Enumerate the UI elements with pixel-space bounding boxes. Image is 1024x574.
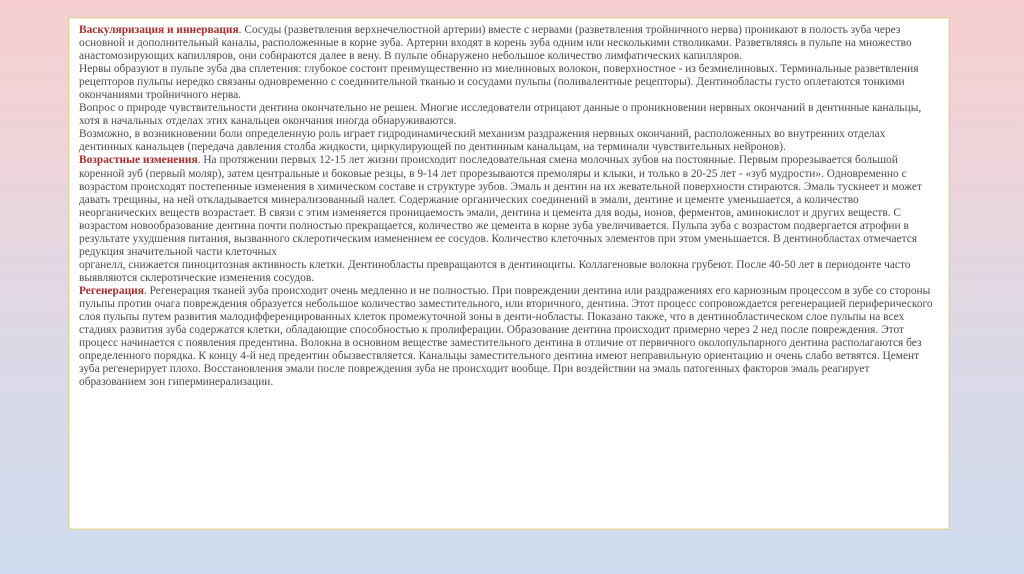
paragraph-regeneration (79, 285, 937, 389)
paragraph-dentin-sensitivity: Вопрос о природе чувствительности дентина окончательно не решен. Многие исследователи отрицают данные о проникновении нервных окончаний в дентинные канальцы, хотя в начальных отделах этих канальцев окончания иногда обнаруживаются. (79, 102, 922, 128)
text-vascularization: . Сосуды (разветвления верхнечелюстной артерии) вместе с нервами (разветвления тройничного нерва) проникают в полость зуба через основной и дополнительный каналы, расположенные в корне зуба. Артерии входят в корень зуба одним или несколькими стволиками. Разветвляясь в пульпе на множество анастомозирующих капилляров, они собираются далее в вену. В пульпе обнаружено небольшое количество лимфатических капилляров. (79, 24, 912, 63)
slide-frame (68, 17, 950, 530)
text-age-changes: . На протяжении первых 12-15 лет жизни происходит последовательная смена молочных зубов на постоянные. Первым прорезывается большой коренной зуб (первый моляр), затем центральные и боковые резцы, в 9-14 лет прорезываются премоляры и клыки, и только в 20-25 лет - «зуб мудрости». Одновременно с возрастом происходят постепенные изменения в химическом составе и структуре зубов. Эмаль и дентин на их жевательной поверхности стираются. Эмаль тускнеет и может давать трещины, на ней откладывается минерализованный налет. Содержание органических соединений в эмали, дентине и цементе уменьшается, а количество неорганических веществ возрастает. В связи с этим изменяется проницаемость эмали, дентина и цемента для воды, ионов, ферментов, аминокислот и других веществ. С возрастом новообразование дентина почти полностью прекращается, количество же цемента в корне зуба увеличивается. Пульпа зуба с возрастом подвергается атрофии в результате ухудшения питания, вызванного склеротическим изменением ее сосудов. Количество клеточных элементов при этом уменьшается. В дентинобластах отмечается редукция значительной части клеточных (79, 154, 922, 258)
heading-vascularization: Васкуляризация и иннервация (79, 24, 239, 36)
paragraph-pain-mechanism: Возможно, в возникновении боли определенную роль играет гидродинамический механизм раздражения нервных окончаний, расположенных во внутренних отделах дентинных канальцев (передача давления столба жидкости, циркулирующей по дентинным канальцам, на терминали чувствительных нейронов). (79, 128, 886, 154)
paragraph-nerves: Нервы образуют в пульпе зуба два сплетения: глубокое состоит преимущественно из миелиновых волокон, поверхностное - из безмиелиновых. Терминальные разветвления рецепторов пульпы нередко связаны одновременно с соединительной тканью и сосудами пульпы (поливалентные рецепторы). Дентинобласты густо оплетаются тонкими окончаниями тройничного нерва. (79, 63, 919, 102)
heading-age-changes: Возрастные изменения (79, 154, 198, 167)
heading-regeneration: Регенерация (79, 284, 144, 297)
paragraph-age-changes (79, 154, 937, 258)
text-box (79, 24, 937, 389)
text-regeneration: . Регенерация тканей зуба происходит очень медленно и не полностью. При повреждении дентина или раздражениях его кариозным процессом в зубе со стороны пульпы против очага повреждения образуется небольшое количество заместительного, или вторичного, дентина. Этот процесс сопровождается регенерацией периферического слоя пульпы путем развития малодифференцированных клеток промежуточной зоны в денти-нобласты. Показано также, что в дентинобластическом слое пульпы на всех стадиях развития зуба содержатся клетки, обладающие способностью к пролиферации. Образование дентина происходит примерно через 2 нед после повреждения. Этот процесс начинается с появления предентина. Волокна в основном веществе заместительного дентина в отличие от первичного околопульпарного дентина располагаются без определенного порядка. К концу 4-й нед предентин обызвествляется. Канальцы заместительного дентина имеют неправильную ориентацию и очень слабо ветвятся. Цемент зуба регенерирует плохо. Восстановления эмали после повреждения зуба не происходит вообще. При воздействии на эмаль патогенных факторов эмаль реагирует образованием зон гиперминерализации. (79, 284, 933, 389)
paragraph-vascularization (79, 24, 937, 63)
paragraph-organelles: органелл, снижается пиноцитозная активность клетки. Дентинобласты превращаются в дентиноциты. Коллагеновые волокна грубеют. После 40-50 лет в периодонте часто выявляются склеротические изменения сосудов. (79, 258, 911, 284)
